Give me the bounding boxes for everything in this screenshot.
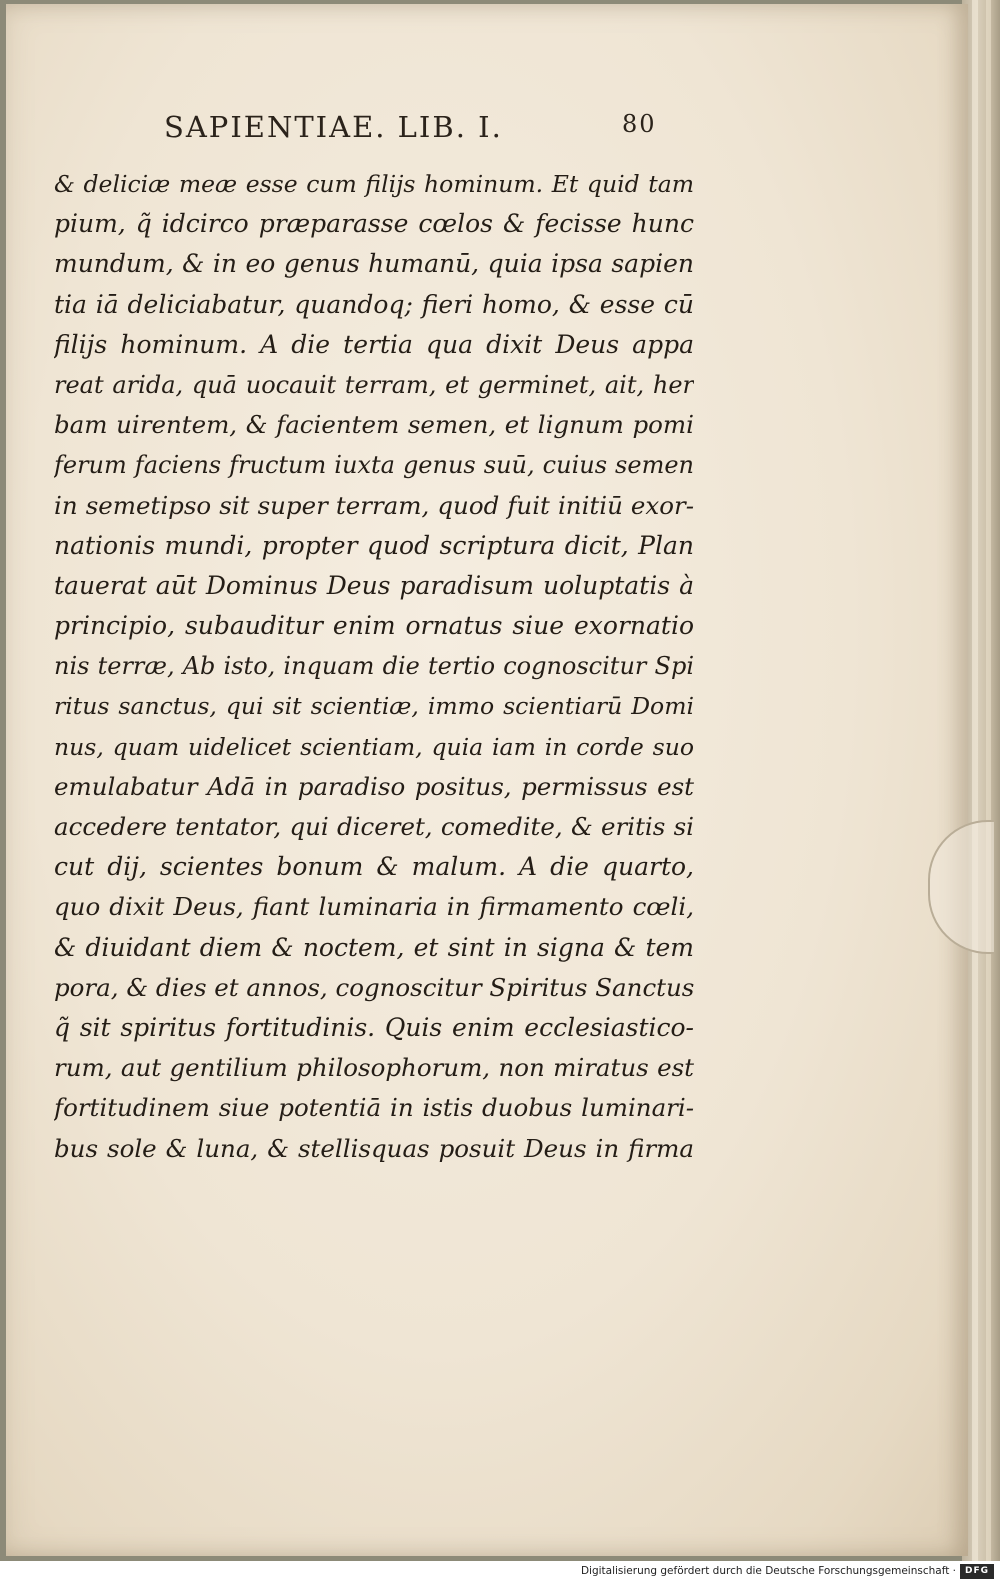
text-line: cut dij, scientes bonum & malum. A die quarto, [54, 852, 694, 882]
text-line: filijs hominum. A die tertia qua dixit Deus appa [54, 329, 694, 359]
text-line: rum, aut gentilium philosophorum, non miratus est [54, 1053, 694, 1083]
text-line: ritus sanctus, qui sit scientiæ, immo scientiarū Domi [54, 692, 694, 721]
text-line: tauerat aūt Dominus Deus paradisum uoluptatis à [54, 570, 694, 600]
text-line: nationis mundi, propter quod scriptura dicit, Plan [54, 530, 694, 560]
text-line: q̃ sit spiritus fortitudinis. Quis enim ecclesiastico- [54, 1012, 694, 1042]
page-stack-edge-highlight [972, 0, 978, 1561]
text-line: ferum faciens fructum iuxta genus suū, cuius semen [54, 451, 694, 480]
text-line: nus, quam uidelicet scientiam, quia iam in corde suo [54, 732, 694, 761]
text-line: tia iā deliciabatur, quandoq; fieri homo, & esse cū [54, 289, 694, 319]
text-line: pora, & dies et annos, cognoscitur Spiritus Sanctus [54, 972, 694, 1002]
folio-number: 80 [622, 110, 657, 138]
text-line: nis terræ, Ab isto, inquam die tertio cognoscitur Spi [54, 652, 694, 681]
body-text [54, 164, 694, 1169]
dfg-logo: DFG [960, 1564, 994, 1579]
text-line: reat arida, quā uocauit terram, et germinet, ait, her [54, 370, 694, 399]
text-line: accedere tentator, qui diceret, comedite, & eritis si [54, 812, 694, 841]
text-line: bam uirentem, & facientem semen, et lignum pomi [54, 410, 694, 440]
text-line: in semetipso sit super terram, quod fuit initiū exor- [54, 490, 694, 520]
running-head-title: SAPIENTIAE. LIB. I. [164, 110, 503, 144]
text-line: mundum, & in eo genus humanū, quia ipsa sapien [54, 249, 694, 279]
text-line: quo dixit Deus, fiant luminaria in firmamento cœli, [54, 892, 694, 922]
digitization-footer [0, 1561, 1000, 1583]
text-line: & diuidant diem & noctem, et sint in signa & tem [54, 932, 694, 962]
funding-credit: Digitalisierung gefördert durch die Deutsche Forschungsgemeinschaft · [580, 1565, 956, 1577]
text-line: principio, subauditur enim ornatus siue exornatio [54, 611, 694, 641]
page-stack-edge-highlight [986, 0, 991, 1561]
text-line: & deliciæ meæ esse cum filijs hominum. Et quid tam [54, 170, 694, 198]
text-line: pium, q̃ idcirco præparasse cœlos & fecisse hunc [54, 209, 694, 239]
running-head [164, 110, 664, 144]
text-line: fortitudinem siue potentiā in istis duobus luminari- [54, 1093, 694, 1123]
text-line: bus sole & luna, & stellisquas posuit Deus in firma [54, 1133, 694, 1163]
text-line: emulabatur Adā in paradiso positus, permissus est [54, 771, 694, 801]
book-leaf [6, 4, 968, 1556]
